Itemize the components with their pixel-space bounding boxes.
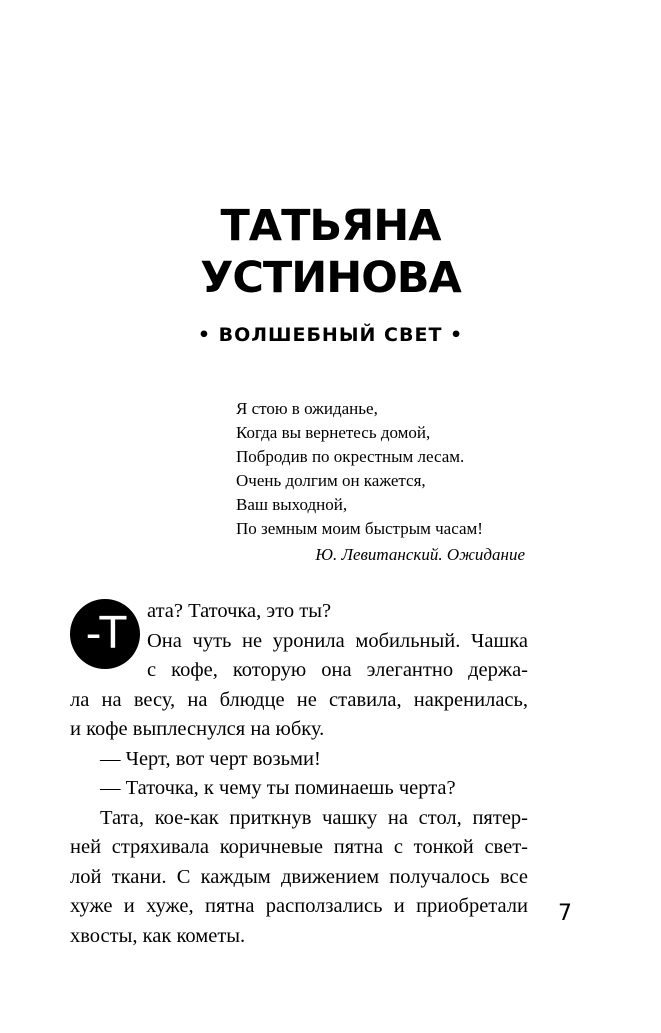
text-line: — Черт, вот черт возьми! <box>100 747 321 770</box>
text-line: ата? Таточка, это ты? <box>147 600 332 622</box>
text-line: Тата, кое-как приткнув чашку на стол, пятер- <box>100 806 528 829</box>
text-line: хуже и хуже, пятна расползались и приобретали <box>70 895 528 917</box>
epigraph-line: Когда вы вернетесь домой, <box>236 423 431 442</box>
text-line: ней стряхивала коричневые пятна с тонкой свет- <box>70 836 528 858</box>
epigraph-line: Ваш выходной, <box>236 495 348 514</box>
author-first-name: ТАТЬЯНА <box>220 201 441 251</box>
text-line: и кофе выплеснулся на юбку. <box>70 718 325 740</box>
epigraph-line: Очень долгим он кажется, <box>236 471 426 490</box>
epigraph-attribution: Ю. Левитанский. Ожидание <box>315 545 525 564</box>
text-line: лой ткани. С каждым движением получалось все <box>70 865 528 888</box>
author-last-name: УСТИНОВА <box>200 253 461 303</box>
text-line: ла на весу, на блюдце не ставила, накренилась, <box>70 688 528 711</box>
book-title: • ВОЛШЕБНЫЙ СВЕТ • <box>197 324 464 346</box>
chapter-body-text <box>70 597 528 951</box>
epigraph-line: По земным моим быстрым часам! <box>236 519 483 538</box>
text-line: с кофе, которую она элегантно держа- <box>147 659 528 681</box>
page-number: 7 <box>558 901 572 926</box>
text-line: хвосты, как кометы. <box>70 924 246 947</box>
text-line: — Таточка, к чему ты поминаешь черта? <box>100 777 456 799</box>
text-line: Она чуть не уронила мобильный. Чашка <box>147 629 528 652</box>
epigraph-line: Побродив по окрестным лесам. <box>236 447 465 466</box>
epigraph <box>236 397 536 567</box>
author-name <box>0 200 661 304</box>
drop-cap-badge: -Т <box>70 599 140 669</box>
epigraph-line: Я стою в ожиданье, <box>236 399 378 418</box>
